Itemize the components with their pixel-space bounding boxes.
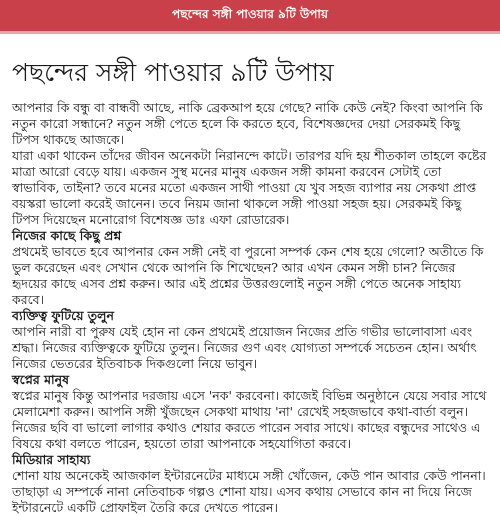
intro-paragraph: আপনার কি বন্ধু বা বান্ধবী আছে, নাকি ব্রেকআপ হয়ে গেছে? নাকি কেউ নেই? কিংবা আপনি কি নতুন কারো সন্ধানে? নতুন সঙ্গী পেতে হলে কি করতে হবে, বিশেষজ্ঞদের দেয়া সেরকমই কিছু টিপস থাকছে আজকে।: [12, 100, 483, 147]
section-body: স্বপ্নের মানুষ কিন্তু আপনার দরজায় এসে 'নক' করবেনা। কাজেই বিভিন্ন অনুষ্ঠানে যেয়ে সবার সাথে মেলামেশা করুন। আপনি সঙ্গী খুঁজছেন সেকথা মাথায় 'না' রেখেই সহজভাবে কথা-বার্তা বলুন। নিজের ছবি বা ভালো লাগার কথাও শেয়ার করতে পারেন সবার সাথে। কাছের বন্ধুদের সাথেও এ বিষয়ে কথা বলতে পারেন, হয়তো তারা আপনাকে সহযোগিতা করবে।: [12, 388, 487, 451]
page-title: পছন্দের সঙ্গী পাওয়ার ৯টি উপায়: [12, 58, 334, 87]
section-heading: স্বপ্নের মানুষ: [12, 372, 70, 387]
section-body: শোনা যায় অনেকেই আজকাল ইন্টারনেটের মাধ্যমে সঙ্গী খোঁজেন, কেউ পান আবার কেউ পাননা। তাছাড়া এ সম্পর্কে নানা নেতিবাচক গল্পও শোনা যায়। এসব কথায় সেভাবে কান না দিয়ে নিজে ইন্টারনেটে একটি প্রোফাইল তৈরি করে দেখতে পারেন।: [12, 468, 486, 515]
section-body: প্রথমেই ভাবতে হবে আপনার কেন সঙ্গী নেই বা পুরনো সম্পর্ক কেন শেষ হয়ে গেলো? অতীতে কি ভুল করেছেন এবং সেখান থেকে আপনি কি শিখেছেন? আর এখন কেমন সঙ্গী চান? নিজের হৃদয়ের কাছে এসব প্রশ্ন করুন। আর এই প্রশ্নের উত্তরগুলোই নতুন সঙ্গী পেতে অনেক সাহায্য করবে।: [12, 244, 484, 307]
section-heading: ব্যক্তিত্ব ফুটিয়ে তুলুন: [12, 308, 114, 323]
context-paragraph: যারা একা থাকেন তাঁদের জীবন অনেকটা নিরানন্দে কাটে। তারপর যদি হয় শীতকাল তাহলে কষ্টের মাত্রা আরো বেড়ে যায়। একজন সুস্থ মনের মানুষ একজন সঙ্গী কামনা করবেন সেটাই তো স্বাভাবিক, তাইনা? তবে মনের মতো একজন সাথী পাওয়া যে খুব সহজ ব্যাপার নয় সেকথা প্রাপ্ত বয়স্করা ভালো করেই জানেন। তবে নিয়ম জানা থাকলে সঙ্গী পাওয়া সহজ হয়। সেরকমই কিছু টিপস দিয়েছেন মনোরোগ বিশেষজ্ঞ ডাঃ এফা রোডারেক।: [12, 148, 487, 227]
top-header-bar: [0, 0, 500, 34]
article-content: [12, 56, 490, 515]
section-heading: মিডিয়ার সাহায্য: [12, 452, 91, 467]
header-title: পছন্দের সঙ্গী পাওয়ার ৯টি উপায়: [172, 6, 328, 21]
section-heading: নিজের কাছে কিছু প্রশ্ন: [12, 228, 122, 243]
section-body: আপনি নারী বা পুরুষ যেই হোন না কেন প্রথমেই প্রয়োজন নিজের প্রতি গভীর ভালোবাসা এবং শ্রদ্ধা। নিজের ব্যক্তিত্বকে ফুটিয়ে তুলুন। নিজের গুণ এবং যোগ্যতা সম্পর্কে সচেতন হোন। অর্থাৎ নিজের ভেতরের ইতিবাচক দিকগুলো নিয়ে ভাবুন।: [12, 324, 477, 371]
